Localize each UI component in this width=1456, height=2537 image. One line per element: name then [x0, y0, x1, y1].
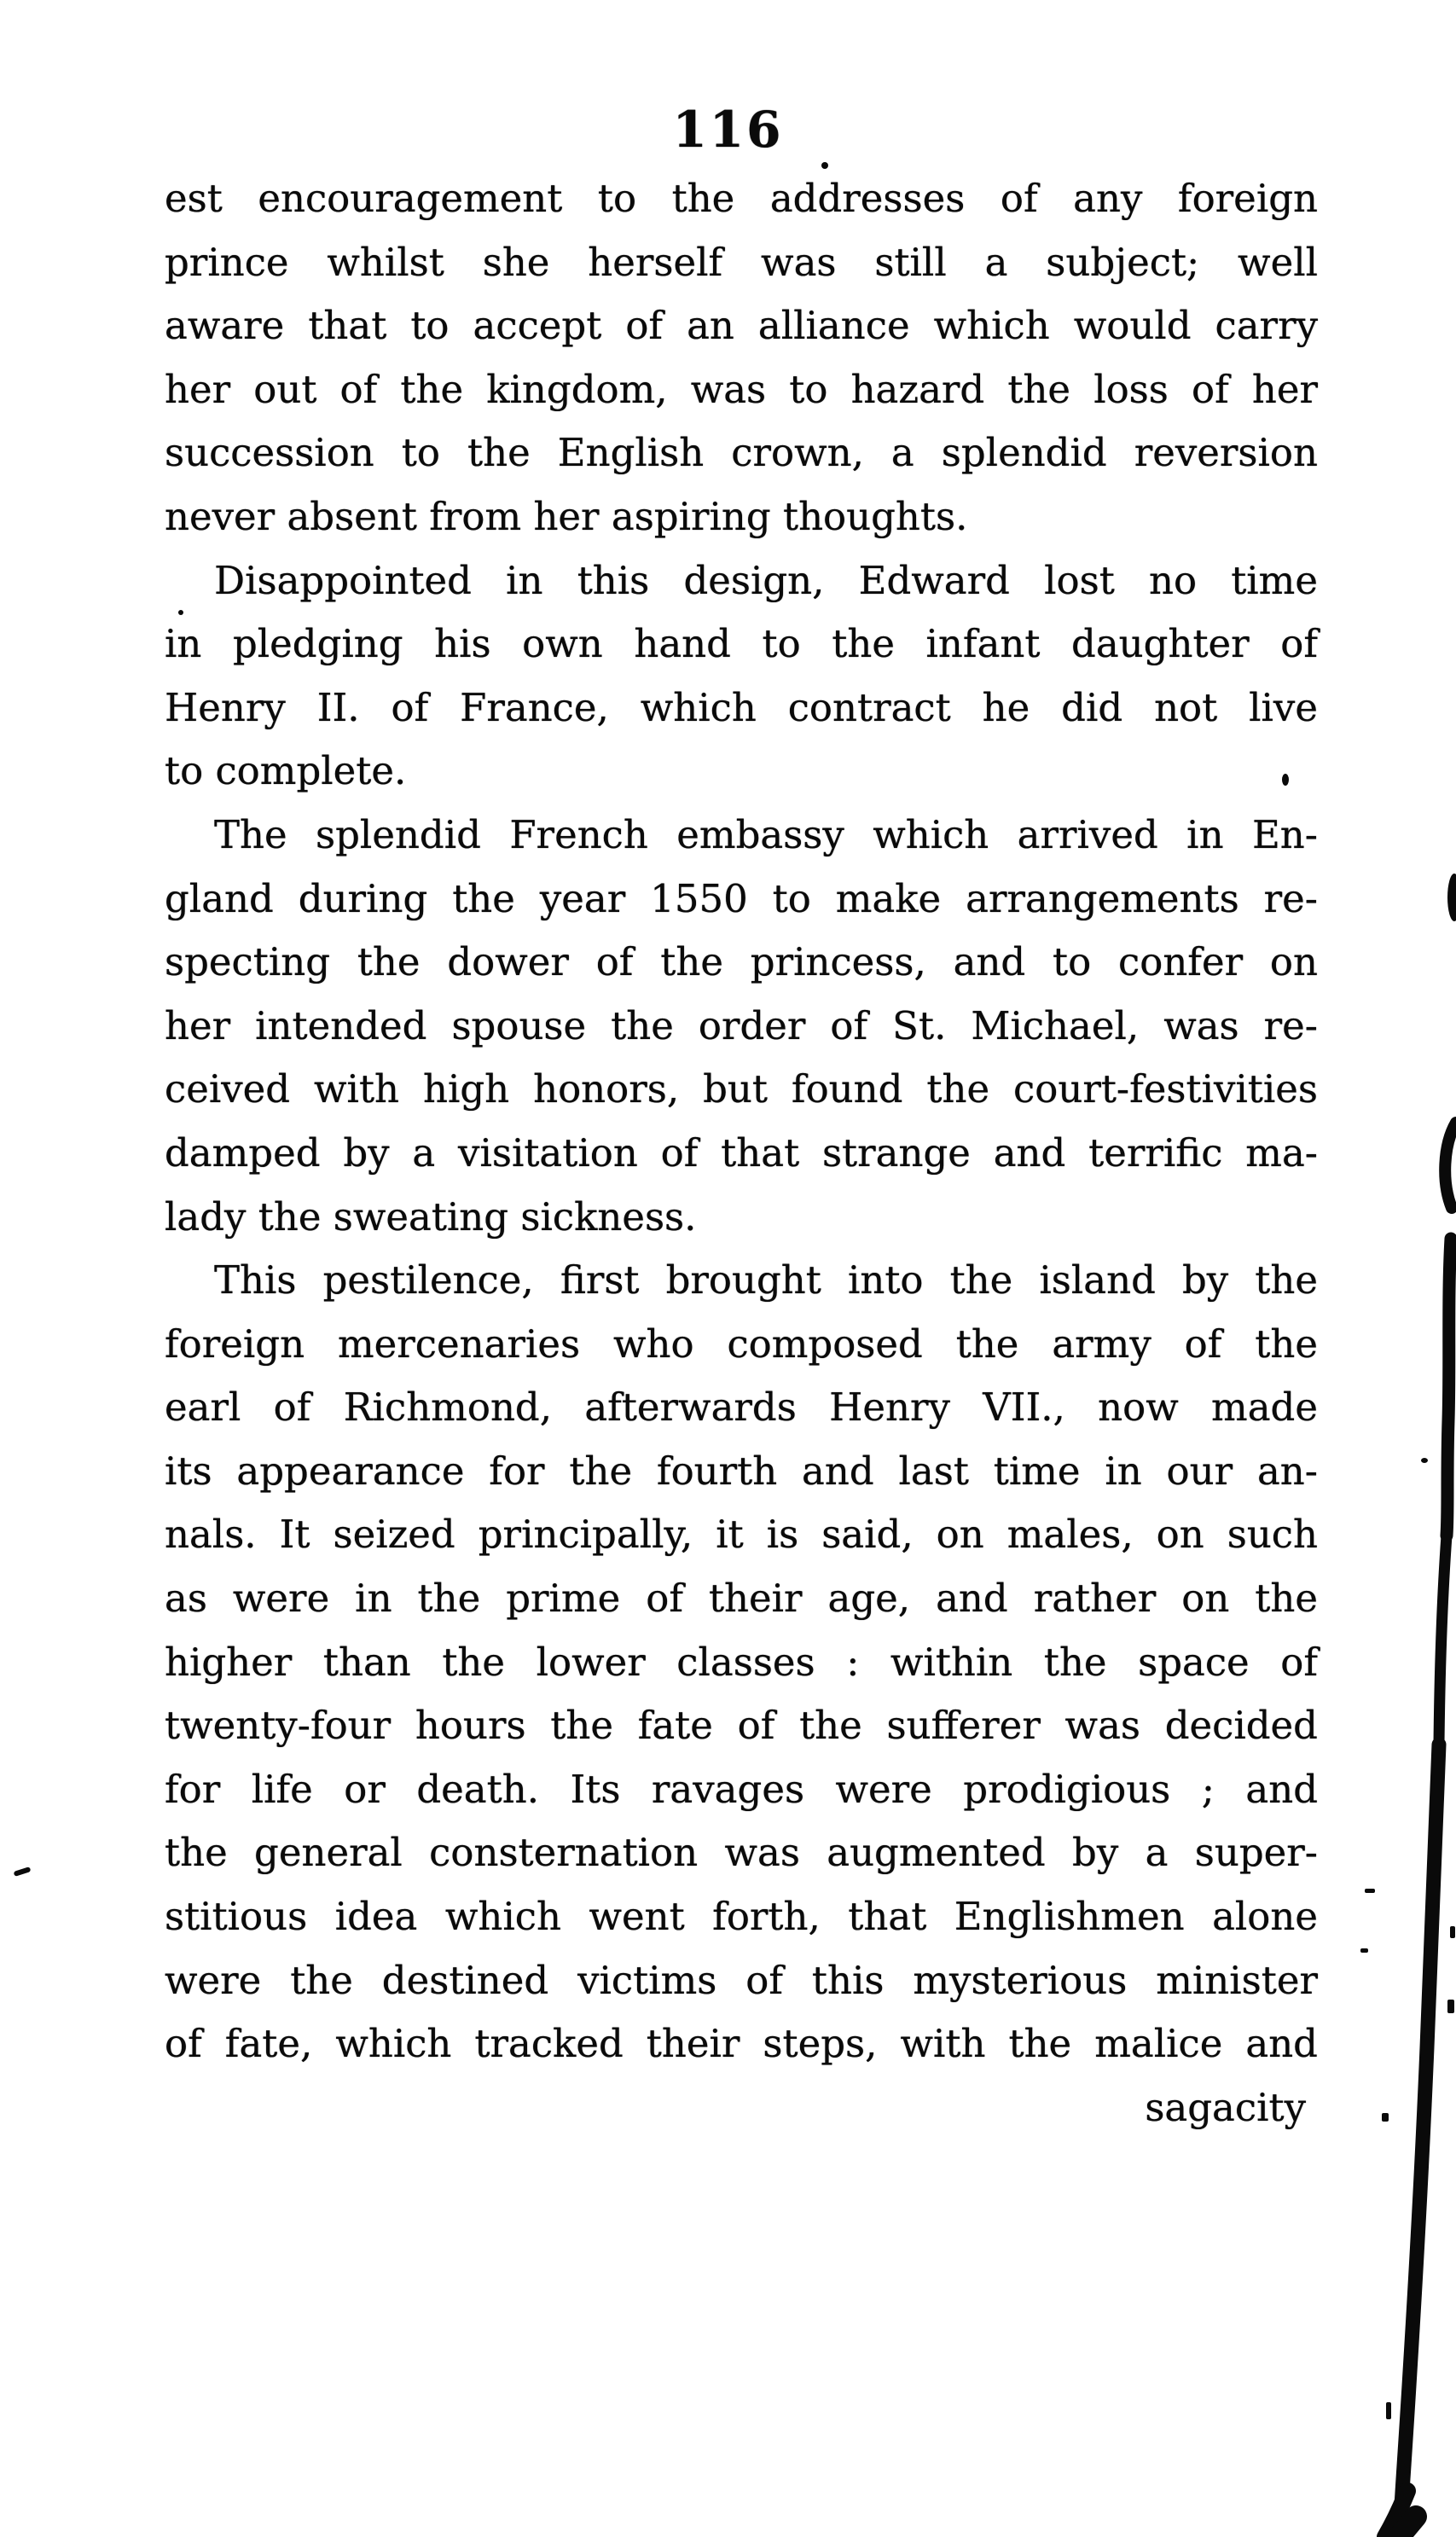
text-line: This pestilence, first brought into the island by the: [214, 1257, 1318, 1303]
text-line: her out of the kingdom, was to hazard the loss of her: [165, 366, 1318, 412]
text-line: earl of Richmond, afterwards Henry VII., now made: [165, 1385, 1318, 1431]
text-line: its appearance for the fourth and last time in our an-: [165, 1448, 1318, 1494]
text-line: lady the sweating sickness.: [165, 1193, 697, 1239]
body-text-block: [165, 167, 1318, 2139]
text-line: her intended spouse the order of St. Michael, was re-: [165, 1002, 1318, 1048]
text-line: nals. It seized principally, it is said, on males, on such: [165, 1512, 1318, 1558]
page-number: 116: [672, 101, 784, 159]
text-line: in pledging his own hand to the infant daughter of: [165, 621, 1318, 667]
text-line: to complete.: [165, 748, 407, 794]
text-line: est encouragement to the addresses of any foreign: [165, 176, 1318, 221]
text-line: foreign mercenaries who composed the army of the: [165, 1321, 1318, 1367]
text-line: The splendid French embassy which arrived in En-: [214, 811, 1318, 857]
text-line: the general consternation was augmented by a super-: [165, 1830, 1318, 1876]
text-line: twenty-four hours the fate of the sufferer was decided: [165, 1703, 1318, 1749]
text-line: gland during the year 1550 to make arrangements re-: [165, 875, 1318, 921]
text-line: of fate, which tracked their steps, with the malice and: [165, 2021, 1318, 2067]
text-line: never absent from her aspiring thoughts.: [165, 493, 968, 539]
text-line: damped by a visitation of that strange and terrific ma-: [165, 1129, 1318, 1176]
text-line: aware that to accept of an alliance which would carry: [165, 303, 1318, 349]
text-line: specting the dower of the princess, and to confer on: [165, 939, 1318, 985]
text-line: higher than the lower classes : within the space of: [165, 1639, 1318, 1685]
text-line: ceived with high honors, but found the court-festivities: [165, 1066, 1318, 1112]
catchword: sagacity: [1145, 2084, 1306, 2130]
text-line: were the destined victims of this mysterious minister: [165, 1957, 1318, 2003]
text-line: stitious idea which went forth, that Englishmen alone: [165, 1894, 1318, 1940]
text-line: prince whilst she herself was still a subject; well: [165, 239, 1318, 285]
text-line: as were in the prime of their age, and rather on the: [165, 1576, 1318, 1622]
text-line: Henry II. of France, which contract he did not live: [165, 684, 1318, 730]
text-line: succession to the English crown, a splendid reversion: [165, 430, 1318, 476]
text-line: for life or death. Its ravages were prodigious ; and: [165, 1766, 1318, 1812]
text-line: Disappointed in this design, Edward lost no time: [214, 557, 1318, 603]
